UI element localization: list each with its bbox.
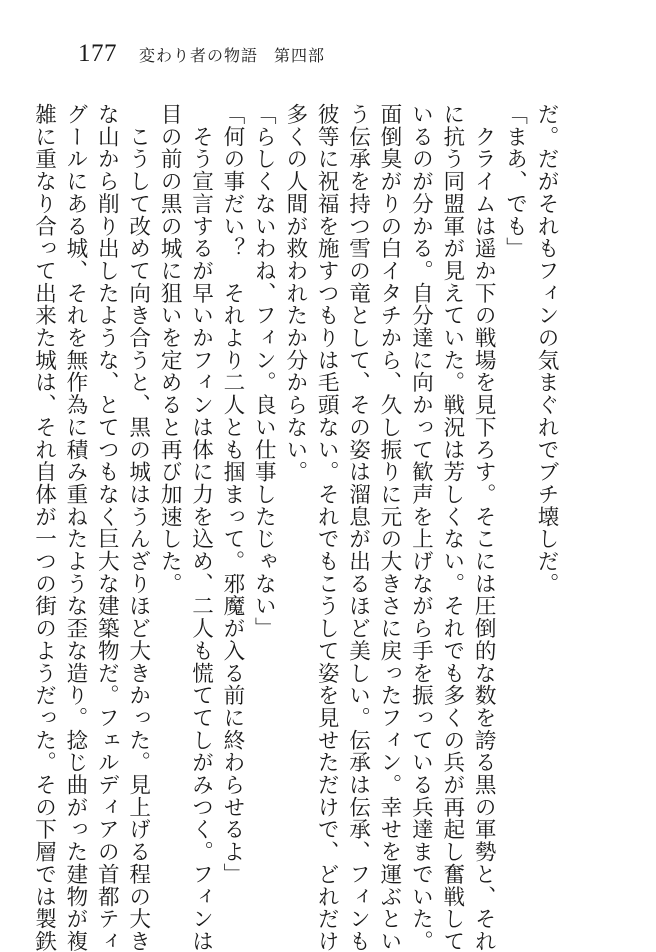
text-line: 雑に重なり合って出来た城は、それ自体が一つの街のようだった。その下層では製鉄: [31, 103, 57, 952]
page-number: 177: [78, 40, 117, 67]
text-line: に抗う同盟軍が見えていた。戦況は芳しくない。それでも多くの兵が再起し奮戦して: [439, 103, 465, 952]
text-line: 「まあ、でも」: [502, 103, 528, 260]
text-line: 面倒臭がりの白イタチから、久し振りに元の大きさに戻ったフィン。幸せを運ぶとい: [376, 103, 402, 952]
text-line: クライムは遥か下の戦場を見下ろす。そこには圧倒的な数を誇る黒の軍勢と、それ: [471, 103, 497, 952]
text-line: 彼等に祝福を施すつもりは毛頭ない。それでもこうして姿を見せただけで、どれだけ: [314, 103, 340, 952]
text-line: いるのが分かる。自分達に向かって歓声を上げながら手を振っている兵達までいた。: [408, 103, 434, 952]
text-line: 「らしくないわね、フィン。良い仕事したじゃない」: [251, 103, 277, 640]
text-line: う伝承を持つ雪の竜として、その姿は溜息が出るほど美しい。伝承は伝承、フィンも: [345, 103, 371, 952]
page-header: [78, 40, 325, 74]
text-line: そう宣言するが早いかフィンは体に力を込め、二人も慌ててしがみつく。フィンは: [188, 103, 214, 952]
text-line: 目の前の黒の城に狙いを定めると再び加速した。: [157, 103, 183, 595]
text-line: 「何の事だい？ それより二人とも掴まって。邪魔が入る前に終わらせるよ」: [219, 103, 245, 886]
text-line: な山から削り出したような、とてつもなく巨大な建築物だ。フェルディアの首都ティ: [94, 103, 120, 952]
text-line: グールにある城、それを無作為に積み重ねたような歪な造り。捻じ曲がった建物が複: [62, 103, 88, 952]
vertical-body-text: [31, 103, 562, 952]
text-line: こうして改めて向き合うと、黒の城はうんざりほど大きかった。見上げる程の大き: [125, 103, 151, 952]
text-line: だ。だがそれもフィンの気まぐれでブチ壊しだ。: [534, 103, 559, 595]
book-title: 変わり者の物語: [139, 46, 259, 65]
part-title: 第四部: [274, 46, 326, 65]
text-line: 多くの人間が救われたか分からない。: [282, 103, 308, 483]
